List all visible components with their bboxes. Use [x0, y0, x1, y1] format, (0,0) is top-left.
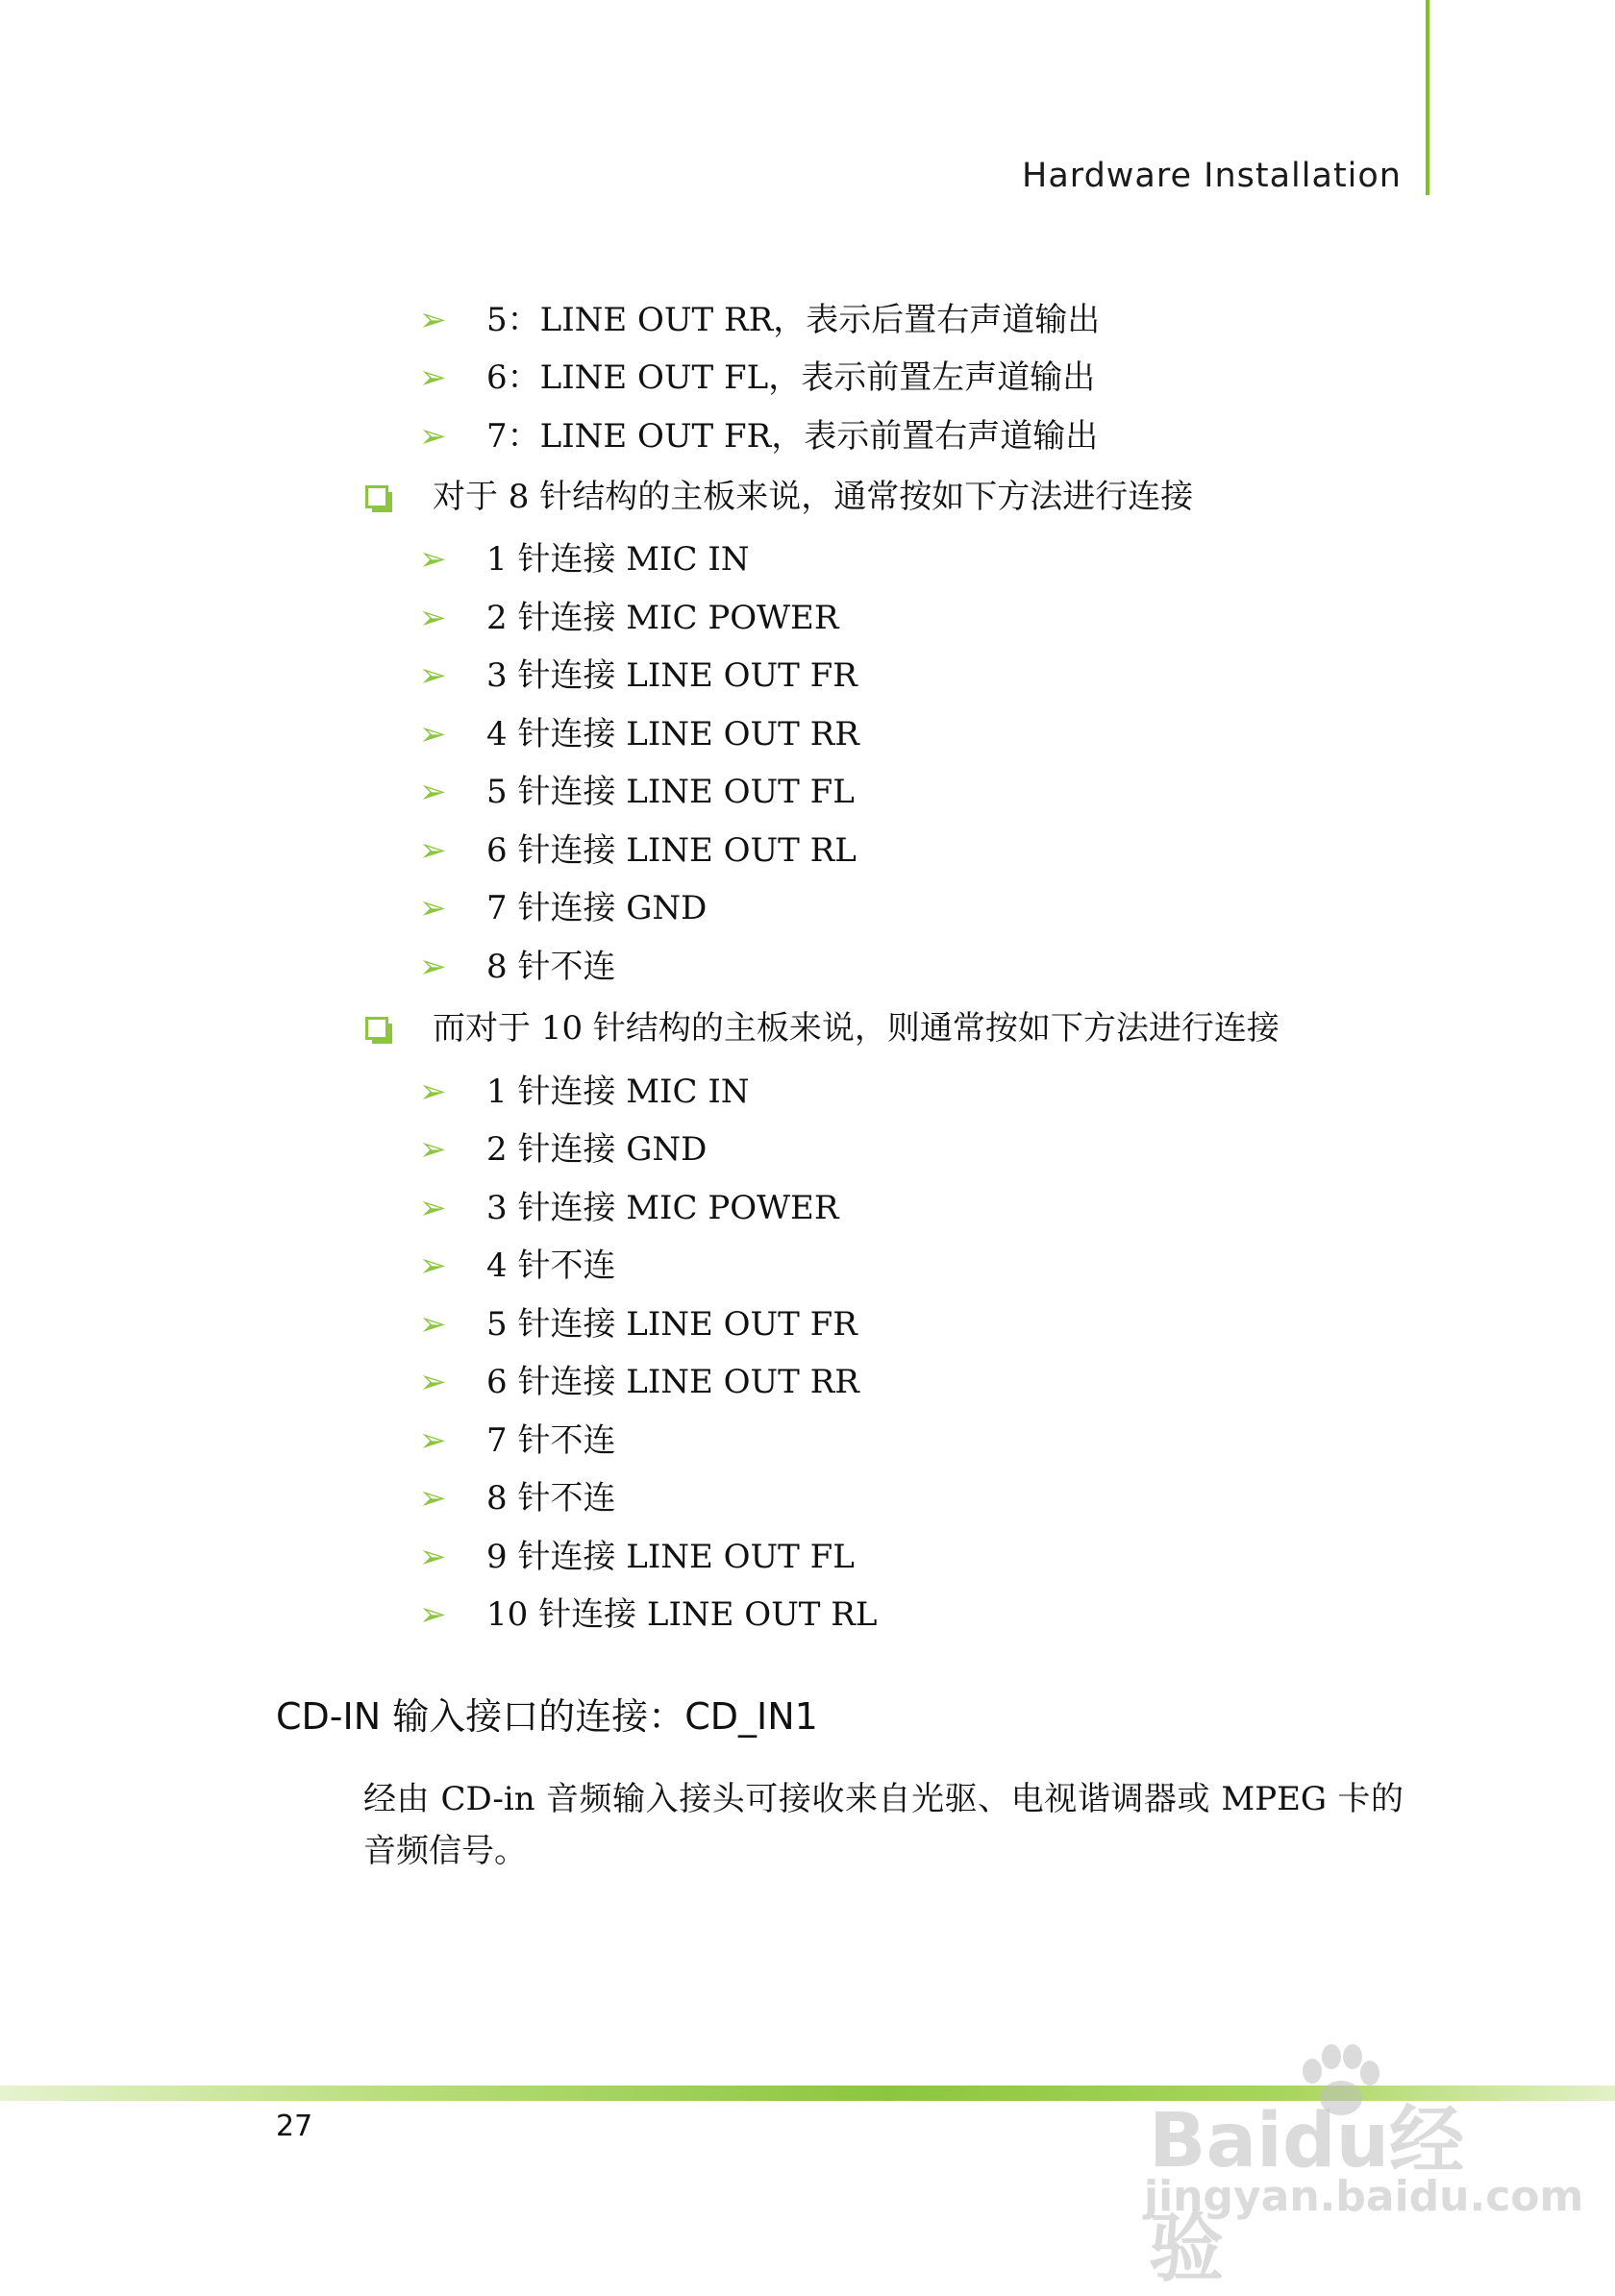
arrow-bullet-icon: ➢: [419, 417, 447, 456]
arrow-bullet-icon: ➢: [419, 599, 447, 637]
running-header: Hardware Installation: [1022, 157, 1402, 195]
arrow-bullet-icon: ➢: [419, 1363, 447, 1401]
arrow-bullet-icon: ➢: [419, 1538, 447, 1576]
arrow-bullet-icon: ➢: [419, 1073, 447, 1111]
arrow-bullet-icon: ➢: [419, 1247, 447, 1285]
arrow-bullet-icon: ➢: [419, 1305, 447, 1344]
watermark-url: jingyan.baidu.com: [1144, 2172, 1584, 2221]
arrow-bullet-icon: ➢: [419, 358, 447, 397]
section-heading: CD-IN 输入接口的连接：CD_IN1: [276, 1695, 818, 1738]
header-accent-line: [1426, 0, 1429, 195]
arrow-bullet-icon: ➢: [419, 1189, 447, 1227]
arrow-bullet-icon: ➢: [419, 540, 447, 579]
arrow-bullet-icon: ➢: [419, 715, 447, 753]
arrow-bullet-icon: ➢: [419, 948, 447, 986]
arrow-bullet-icon: ➢: [419, 656, 447, 695]
body-paragraph: 经由 CD-in 音频输入接头可接收来自光驱、电视谐调器或 MPEG 卡的音频信号。: [363, 1780, 1404, 1870]
arrow-bullet-icon: ➢: [419, 1479, 447, 1518]
arrow-bullet-icon: ➢: [419, 1421, 447, 1460]
watermark-main: Baidu经验: [1149, 2098, 1465, 2292]
page-number: 27: [276, 2110, 313, 2143]
arrow-bullet-icon: ➢: [419, 831, 447, 870]
arrow-bullet-icon: ➢: [419, 301, 447, 339]
arrow-bullet-icon: ➢: [419, 889, 447, 927]
arrow-bullet-icon: ➢: [419, 1130, 447, 1169]
arrow-bullet-icon: ➢: [419, 1595, 447, 1634]
checkbox-bullet-icon: [365, 1017, 388, 1040]
checkbox-bullet-icon: [365, 485, 388, 508]
arrow-bullet-icon: ➢: [419, 773, 447, 811]
watermark: [1144, 2042, 1584, 2292]
